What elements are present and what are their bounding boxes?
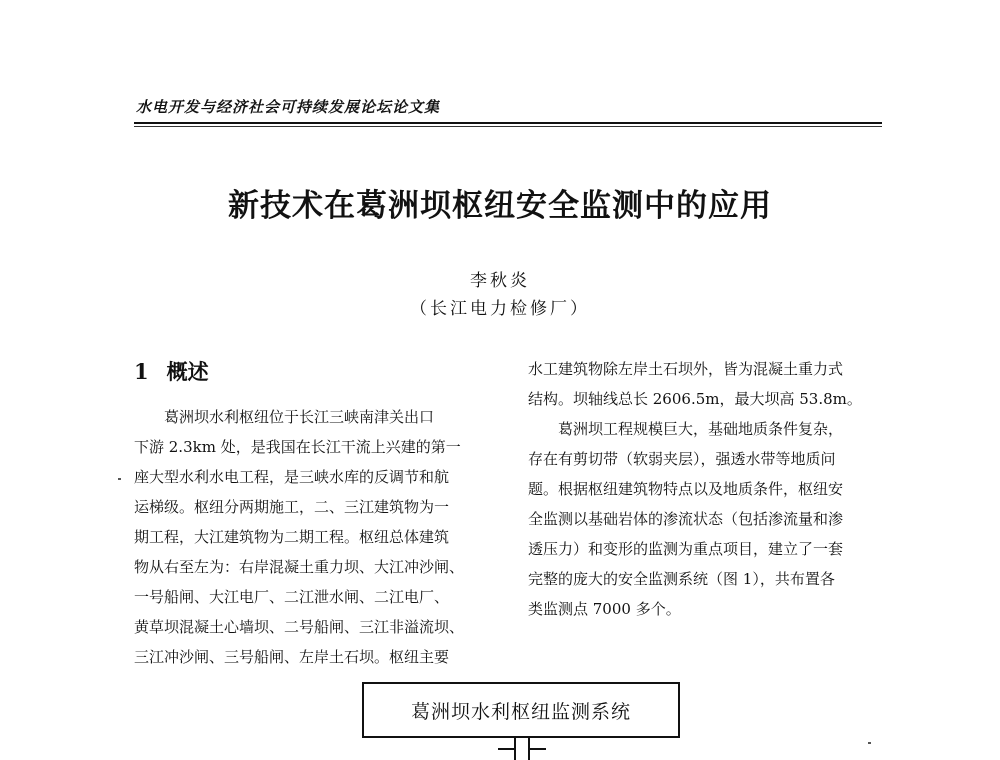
author-affiliation: （长江电力检修厂） xyxy=(410,299,590,319)
right-column xyxy=(528,354,884,624)
paragraph-line: 期工程，大江建筑物为二期工程。枢纽总体建筑 xyxy=(134,528,450,546)
paragraph-line: 运梯级。枢纽分两期施工，二、三江建筑物为一 xyxy=(134,498,450,516)
paragraph-line: 完整的庞大的安全监测系统（图 1），共布置各 xyxy=(528,570,835,588)
paragraph-line: 黄草坝混凝土心墙坝、二号船闸、三江非溢流坝、 xyxy=(134,618,465,636)
section-number: 1 xyxy=(134,359,149,384)
article-title: 新技术在葛洲坝枢纽安全监测中的应用 xyxy=(228,188,772,224)
figure-connector-branch xyxy=(528,748,546,750)
section-heading xyxy=(134,356,209,386)
left-column xyxy=(134,402,504,672)
paragraph-line: 透压力）和变形的监测为重点项目，建立了一套 xyxy=(528,540,844,558)
paragraph-line: 葛洲坝工程规模巨大，基础地质条件复杂， xyxy=(558,420,844,438)
header-rule-thin xyxy=(134,126,882,127)
paragraph-line: 一号船闸、大江电厂、二江泄水闸、二江电厂、 xyxy=(134,588,450,606)
paragraph-line: 水工建筑物除左岸土石坝外，皆为混凝土重力式 xyxy=(528,360,844,378)
paragraph-line: 三江冲沙闸、三号船闸、左岸土石坝。枢纽主要 xyxy=(134,648,450,666)
paragraph-line: 座大型水利水电工程，是三峡水库的反调节和航 xyxy=(134,468,450,486)
scan-speck xyxy=(868,742,871,744)
paragraph-line: 结构。坝轴线总长 2606.5m，最大坝高 53.8m。 xyxy=(528,390,862,408)
paragraph-line: 葛洲坝水利枢纽位于长江三峡南津关出口 xyxy=(164,408,435,426)
paragraph-line: 题。根据枢纽建筑物特点以及地质条件，枢纽安 xyxy=(528,480,844,498)
paragraph-line: 存在有剪切带（软弱夹层），强透水带等地质问 xyxy=(528,450,836,468)
paragraph-line: 物从右至左为：右岸混凝土重力坝、大江冲沙闸、 xyxy=(134,558,465,576)
paragraph-line: 类监测点 7000 多个。 xyxy=(528,600,681,618)
header-rule xyxy=(134,122,882,124)
figure-box-label: 葛洲坝水利枢纽监测系统 xyxy=(410,700,631,723)
paragraph-line: 下游 2.3km 处，是我国在长江干流上兴建的第一 xyxy=(134,438,461,456)
paragraph-line: 全监测以基础岩体的渗流状态（包括渗流量和渗 xyxy=(528,510,844,528)
figure-connector-branch xyxy=(498,748,516,750)
section-title: 概述 xyxy=(166,359,209,384)
author-name: 李秋炎 xyxy=(470,271,530,291)
running-header: 水电开发与经济社会可持续发展论坛论文集 xyxy=(136,98,441,116)
figure-1-root-box xyxy=(362,682,680,738)
scan-speck xyxy=(118,478,121,480)
